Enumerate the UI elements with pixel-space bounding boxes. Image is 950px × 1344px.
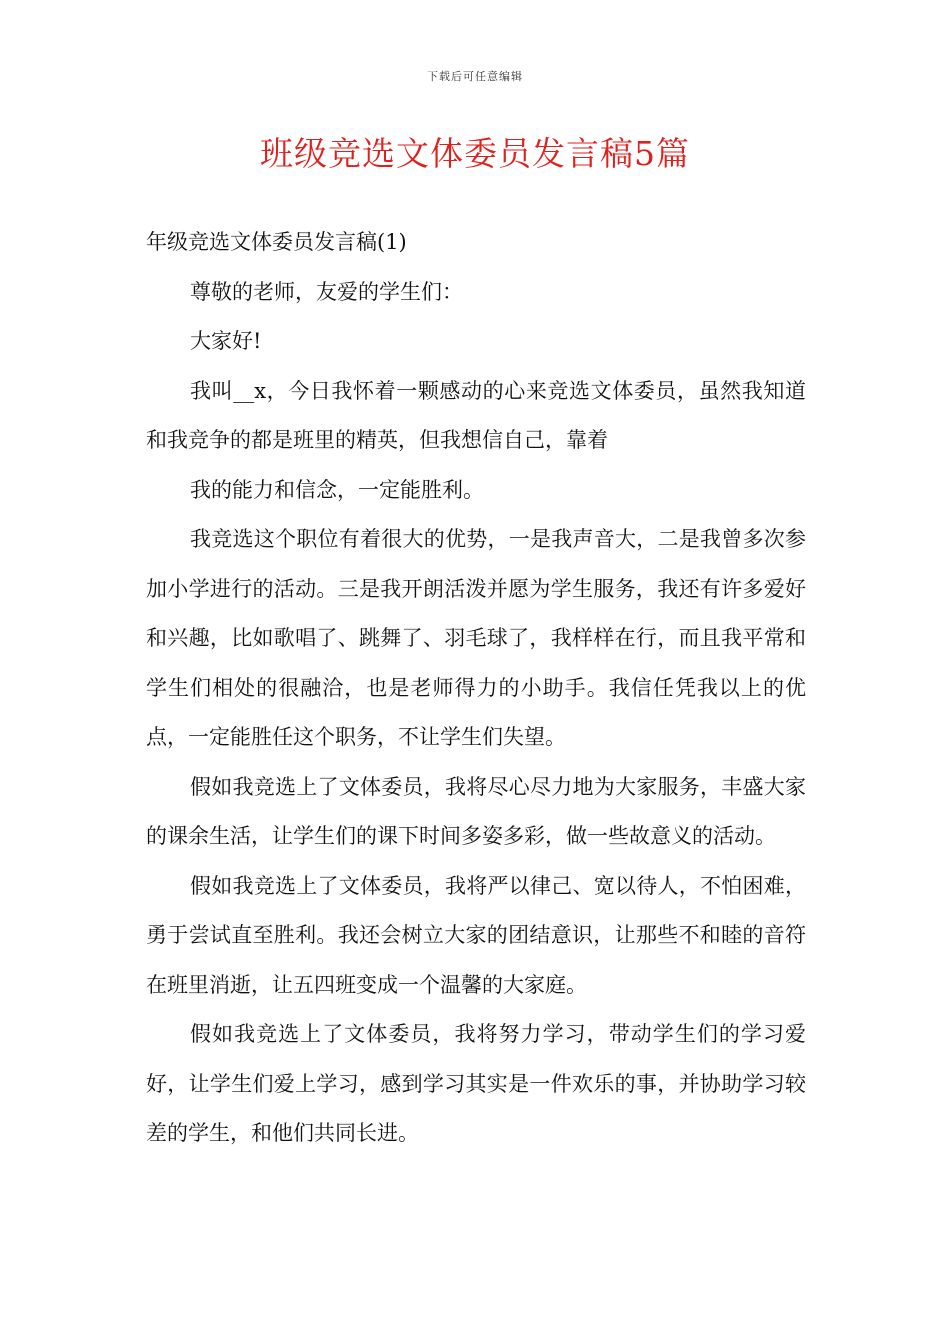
paragraph-pledge-activities: 假如我竞选上了文体委员，我将尽心尽力地为大家服务，丰盛大家的课余生活，让学生们的课下时间多姿多彩，做一些故意义的活动。 — [146, 774, 806, 848]
paragraph-confidence: 我的能力和信念，一定能胜利。 — [190, 477, 484, 502]
document-body — [146, 218, 806, 1159]
paragraph-advantages: 我竞选这个职位有着很大的优势，一是我声音大，二是我曾多次参加小学进行的活动。三是我开朗活泼并愿为学生服务，我还有许多爱好和兴趣，比如歌唱了、跳舞了、羽毛球了，我样样在行，而且我平常和学生们相处的很融洽，也是老师得力的小助手。我信任凭我以上的优点，一定能胜任这个职务，不让学生们失望。 — [146, 527, 806, 749]
paragraph-introduction: 我叫__x，今日我怀着一颗感动的心来竞选文体委员，虽然我知道和我竞争的都是班里的精英，但我想信自己，靠着 — [146, 378, 806, 452]
paragraph-pledge-discipline: 假如我竞选上了文体委员，我将严以律己、宽以待人，不怕困难，勇于尝试直至胜利。我还会树立大家的团结意识，让那些不和睦的音符在班里消逝，让五四班变成一个温馨的大家庭。 — [146, 873, 806, 997]
paragraph-greeting-salutation: 尊敬的老师，友爱的学生们： — [190, 279, 463, 304]
paragraph-pledge-study: 假如我竞选上了文体委员，我将努力学习，带动学生们的学习爱好，让学生们爱上学习，感到学习其实是一件欢乐的事，并协助学习较差的学生，和他们共同长进。 — [146, 1022, 806, 1145]
document-title: 班级竞选文体委员发言稿5篇 — [260, 134, 690, 173]
paragraph-greeting: 大家好! — [190, 329, 262, 353]
header-note: 下载后可任意编辑 — [427, 70, 523, 83]
section-heading: 年级竞选文体委员发言稿(1) — [146, 230, 407, 254]
